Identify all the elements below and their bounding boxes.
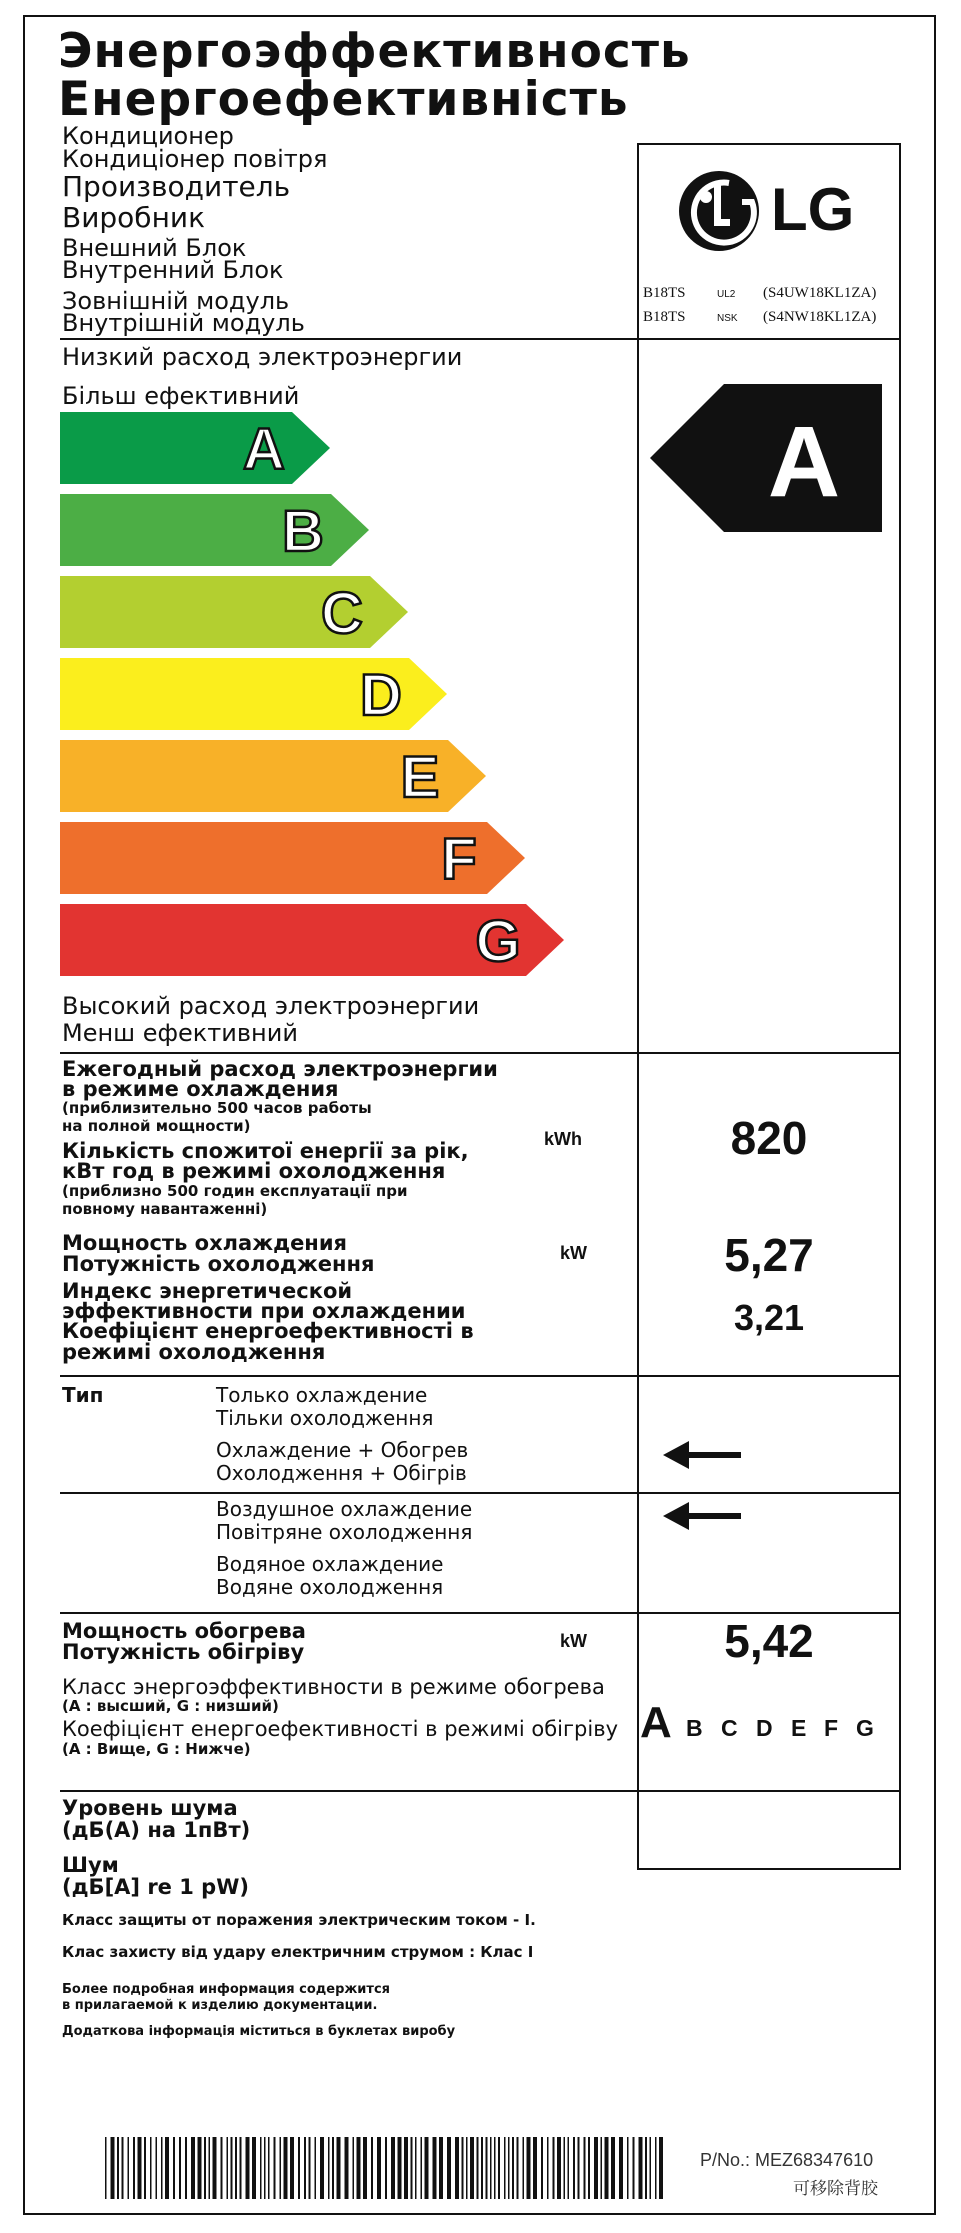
outdoor-model-suffix: UL2 [717,289,736,300]
type-cool-heat-uk: Охолодження + Обігрів [216,1461,467,1485]
barcode-bar [547,2137,549,2199]
separator-scale [60,1052,901,1054]
barcode-bar [280,2137,282,2199]
part-number: P/No.: MEZ68347610 [700,2150,874,2170]
noise-ru-2: (дБ(А) на 1пВт) [62,1818,251,1842]
heating-class-c: C [721,1715,738,1741]
barcode-bar [209,2137,211,2199]
eer-ru-2: эффективности при охлаждении [62,1299,466,1323]
scale-top-uk: Більш ефективний [62,382,300,410]
info-ru-1: Более подробная информация содержится [62,1982,391,1997]
consumption-uk-4: повному навантаженні) [62,1200,268,1218]
barcode-bar [611,2137,615,2199]
efficiency-letter-e: E [400,745,440,810]
barcode-bar [117,2137,119,2199]
title-uk: Енергоефективність [58,72,629,127]
barcode-bar [447,2137,451,2199]
heating-class-f: F [824,1715,839,1741]
appliance-ru: Кондиционер [62,122,234,150]
heating-class-ru-2: (A : высший, G : низший) [62,1697,279,1715]
outdoor-model-code: (S4UW18KL1ZA) [763,285,877,301]
barcode-bar [122,2137,124,2199]
barcode-bar [659,2137,663,2199]
barcode-bar [385,2137,387,2199]
consumption-value: 820 [730,1112,808,1164]
consumption-uk-2: кВт год в режимі охолодження [62,1159,446,1183]
heating-class-uk-1: Коефіцієнт енергоефективності в режимі обігріву [62,1717,618,1741]
barcode-bar [133,2137,135,2199]
type-air-cooling-uk: Повітряне охолодження [216,1520,473,1544]
separator-type [60,1492,901,1494]
barcode-bar [138,2137,142,2199]
barcode-bar [433,2137,437,2199]
separator-heating [60,1790,901,1792]
barcode-bar [377,2137,381,2199]
protection-uk: Клас захисту від удару електричним струмом : Клас I [62,1943,534,1961]
barcode-bar [264,2137,266,2199]
efficiency-letter-a: A [243,417,285,482]
eer-ru-1: Индекс энергетической [62,1279,353,1303]
barcode-bar [290,2137,294,2199]
barcode-bar [391,2137,395,2199]
eer-uk-2: режимі охолодження [62,1340,326,1364]
barcode-bar [411,2137,413,2199]
barcode-bar [185,2137,187,2199]
eer-uk-1: Коефіцієнт енергоефективності в [62,1319,474,1343]
right-box-left-border [637,143,639,1870]
barcode-bar [337,2137,341,2199]
barcode-bar [568,2137,570,2199]
barcode-bar [439,2137,443,2199]
barcode-bar [601,2137,603,2199]
separator-specs [60,1375,901,1377]
barcode-bar [150,2137,152,2199]
barcode-bar [161,2137,163,2199]
title-ru: Энергоэффективность [58,24,691,79]
manufacturer-ru: Производитель [62,170,291,203]
right-box-top-border [637,143,901,145]
barcode-bar [517,2137,519,2199]
separator-cooling-type [60,1612,901,1614]
barcode-bar [304,2137,306,2199]
noise-uk-1: Шум [62,1853,119,1877]
barcode-bar [320,2137,324,2199]
outdoor-model-base: B18TS [643,285,686,301]
heating-class-active: A [640,1698,672,1747]
right-box-bottom-border [637,1868,901,1870]
brand-name: LG [771,176,855,243]
barcode-bar [345,2137,349,2199]
barcode-bar [470,2137,474,2199]
barcode-bar [584,2137,586,2199]
barcode-bar [105,2137,107,2199]
barcode-bar [156,2137,158,2199]
eer-value: 3,21 [733,1297,805,1338]
barcode-bar [111,2137,115,2199]
barcode-bar [627,2137,629,2199]
brand-logo [676,166,876,256]
barcode-bar [274,2137,276,2199]
type-water-cooling-uk: Водяне охолодження [216,1575,444,1599]
heating-ru: Мощность обогрева [62,1619,306,1643]
barcode-bar [425,2137,429,2199]
indoor-uk: Внутрішній модуль [62,309,305,337]
cooling-method-selected-arrow-icon [663,1500,741,1532]
barcode-bar [371,2137,373,2199]
barcode-bar [578,2137,580,2199]
efficiency-letter-b: B [282,499,324,564]
cooling-unit: kW [560,1243,587,1263]
barcode-bar [165,2137,169,2199]
scale-bottom-ru: Высокий расход электроэнергии [62,992,480,1020]
type-cooling-only-uk: Тільки охолодження [216,1406,434,1430]
barcode-bar [260,2137,262,2199]
indoor-model-base: B18TS [643,309,686,325]
type-cooling-only-ru: Только охлаждение [216,1383,428,1407]
heating-class-b: B [686,1715,703,1741]
heating-value: 5,42 [724,1615,814,1667]
type-label: Тип [62,1383,104,1407]
heating-class-g: G [856,1715,874,1741]
barcode-bar [553,2137,555,2199]
barcode-bar [404,2137,408,2199]
barcode-bar [315,2137,317,2199]
indoor-model-code: (S4NW18KL1ZA) [763,309,877,325]
barcode-bar [655,2137,657,2199]
barcode-bar [633,2137,635,2199]
barcode-bar [455,2137,459,2199]
barcode-bar [594,2137,598,2199]
barcode [105,2137,665,2199]
separator-header [60,338,901,340]
removable-adhesive-note: 可移除背胶 [793,2179,878,2199]
efficiency-arrow-a [60,412,330,484]
energy-rating-arrow [650,384,882,532]
barcode-bar [357,2137,361,2199]
scale-top-ru: Низкий расход электроэнергии [62,343,463,371]
outdoor-ru: Внешний Блок [62,234,247,262]
barcode-bar [494,2137,496,2199]
efficiency-arrows [60,412,620,992]
barcode-bar [144,2137,146,2199]
barcode-bar [508,2137,510,2199]
type-air-cooling-ru: Воздушное охлаждение [216,1497,473,1521]
barcode-bar [533,2137,537,2199]
barcode-bar [605,2137,609,2199]
appliance-uk: Кондиціонер повітря [62,145,328,173]
barcode-bar [353,2137,355,2199]
consumption-ru-4: на полной мощности) [62,1117,251,1135]
indoor-ru: Внутренний Блок [62,256,284,284]
heating-class-scale [640,1700,898,1750]
info-ru-2: в прилагаемой к изделию документации. [62,1998,378,2013]
barcode-bar [504,2137,506,2199]
barcode-bar [421,2137,423,2199]
consumption-uk-3: (приблизно 500 годин експлуатації при [62,1182,408,1200]
efficiency-letter-f: F [441,827,477,892]
barcode-bar [466,2137,468,2199]
cooling-value: 5,27 [724,1229,814,1281]
barcode-bar [246,2137,250,2199]
heating-class-e: E [791,1715,807,1741]
barcode-bar [204,2137,206,2199]
barcode-bar [573,2137,575,2199]
barcode-bar [309,2137,311,2199]
barcode-bar [523,2137,525,2199]
barcode-bar [486,2137,488,2199]
barcode-bar [512,2137,514,2199]
scale-bottom-uk: Менш ефективний [62,1019,298,1047]
barcode-bar [650,2137,652,2199]
barcode-bar [415,2137,417,2199]
barcode-bar [252,2137,256,2199]
noise-uk-2: (дБ[A] re 1 pW) [62,1875,249,1899]
heating-class-d: D [756,1715,773,1741]
info-uk: Додаткова інформація міститься в буклетах виробу [62,2024,456,2039]
type-cool-heat-ru: Охлаждение + Обогрев [216,1438,469,1462]
consumption-ru-2: в режиме охлаждения [62,1077,339,1101]
barcode-bar [179,2137,181,2199]
right-box-right-border [899,143,901,1870]
barcode-bar [588,2137,590,2199]
barcode-bar [398,2137,402,2199]
protection-ru: Класс защиты от поражения электрическим током - I. [62,1911,536,1929]
barcode-bar [128,2137,130,2199]
barcode-bar [477,2137,479,2199]
barcode-bar [240,2137,242,2199]
outdoor-uk: Зовнішній модуль [62,287,290,315]
barcode-bar [227,2137,229,2199]
heating-class-ru-1: Класс энергоэффективности в режиме обогрева [62,1675,605,1699]
consumption-uk-1: Кількість спожитої енергії за рік, [62,1139,469,1163]
consumption-ru-3: (приблизительно 500 часов работы [62,1099,372,1117]
barcode-bar [619,2137,623,2199]
heating-unit: kW [560,1631,587,1651]
barcode-bar [191,2137,195,2199]
heating-uk: Потужність обігріву [62,1640,305,1664]
type-selected-arrow-icon [663,1439,741,1471]
barcode-bar [527,2137,531,2199]
barcode-bar [498,2137,500,2199]
barcode-bar [639,2137,643,2199]
barcode-bar [481,2137,483,2199]
barcode-bar [462,2137,464,2199]
barcode-bar [231,2137,233,2199]
barcode-bar [564,2137,566,2199]
efficiency-letter-g: G [475,909,521,974]
barcode-bar [332,2137,334,2199]
barcode-bar [235,2137,237,2199]
barcode-bar [173,2137,175,2199]
barcode-bar [490,2137,492,2199]
cooling-uk: Потужність охолодження [62,1252,375,1276]
barcode-bar [298,2137,300,2199]
barcode-bar [198,2137,202,2199]
barcode-bar [268,2137,270,2199]
cooling-ru: Мощность охлаждения [62,1231,348,1255]
noise-ru-1: Уровень шума [62,1796,238,1820]
efficiency-letter-c: C [321,581,363,646]
barcode-bar [213,2137,217,2199]
barcode-bar [328,2137,330,2199]
manufacturer-uk: Виробник [62,201,205,234]
indoor-model-suffix: NSK [717,313,738,324]
efficiency-letter-d: D [360,663,402,728]
rating-letter: A [767,406,841,518]
consumption-unit: kWh [544,1129,582,1149]
barcode-bar [557,2137,561,2199]
barcode-bar [541,2137,543,2199]
type-water-cooling-ru: Водяное охлаждение [216,1552,444,1576]
barcode-bar [363,2137,367,2199]
barcode-bar [221,2137,223,2199]
heating-class-uk-2: (A : Вище, G : Нижче) [62,1740,251,1758]
barcode-bar [645,2137,647,2199]
consumption-ru-1: Ежегодный расход электроэнергии [62,1057,498,1081]
barcode-bar [284,2137,288,2199]
